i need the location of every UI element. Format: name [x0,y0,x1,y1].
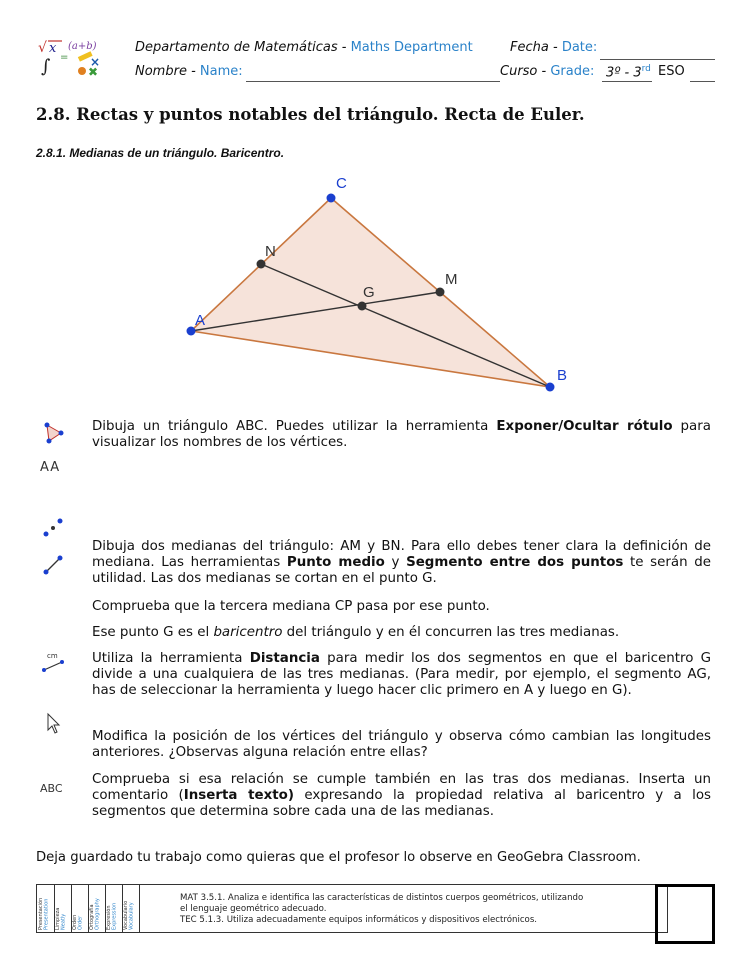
date-field[interactable] [600,59,715,60]
name-field[interactable] [246,81,500,82]
move-cursor-icon [44,712,68,736]
department-label: Departamento de Matemáticas [135,40,338,55]
polygon-tool-icon [42,421,66,445]
vertex-c [327,194,336,203]
distance-tool-icon [40,650,68,674]
department-label-en: Maths Department [350,40,473,55]
point-n [257,260,266,269]
criteria-text: MAT 3.5.1. Analiza e identifica las características de distintos cuerpos geométricos, utilizando el lenguaje geométrico adecuado. TEC 5.1.3. Utiliza adecuadamente equipos informáticos y dispositivos electrónicos. [180,893,584,925]
triangle-figure [170,170,590,395]
label-g: G [363,284,375,301]
criterion-vocabulary: Vocabulario Vocabulary [122,885,140,932]
section-subtitle: 2.8.1. Medianas de un triángulo. Baricentro. [36,146,285,160]
date-label: Fecha [510,40,549,55]
label-c: C [336,175,347,192]
segment-tool-icon [41,553,65,577]
label-b: B [557,367,568,384]
midpoint-tool-icon [41,516,65,540]
grade-field-2[interactable] [690,81,715,82]
name-label-en: Name: [199,64,243,79]
instruction-3: Comprueba que la tercera mediana CP pasa por ese punto. [92,599,490,614]
vertex-b [546,383,555,392]
grade-suffix: ESO [658,64,685,79]
criterion-orthography: Ortografía Orthography [88,885,106,932]
criterion-expression: Expresión Expression [105,885,123,932]
point-g [358,302,367,311]
svg-text:×: × [90,55,101,69]
department-line: Departamento de Matemáticas - Maths Department [135,40,473,55]
course-label-en: Grade: [550,64,595,79]
svg-text:x: x [49,41,57,56]
department-logo [38,38,110,80]
page-title: 2.8. Rectas y puntos notables del triángulo. Recta de Euler. [36,105,585,124]
instruction-2: Dibuja dos medianas del triángulo: AM y BN. Para ello debes tener clara la definición de mediana. Las herramientas Punto medio y Segmento entre dos puntos te serán de utilidad. Las dos medianas se cortan en el punto G. [92,539,711,586]
label-a: A [195,312,206,329]
name-label: Nombre [135,64,187,79]
svg-text:√: √ [38,40,47,56]
criterion-presentation: Presentación Presentation [37,885,55,932]
course-line: Curso - Grade: [500,64,595,79]
label-m: M [445,271,458,288]
grade-field[interactable] [602,81,652,82]
instruction-4: Ese punto G es el baricentro del triángulo y en él concurren las tres medianas. [92,625,620,640]
course-label: Curso [500,64,538,79]
svg-text:∫: ∫ [41,56,51,77]
label-n: N [265,243,276,260]
assessment-table [36,884,668,933]
svg-text:=: = [60,52,69,63]
criterion-order: Orden Order [71,885,89,932]
point-m [436,288,445,297]
svg-text:✖: ✖ [88,65,99,79]
grade-box[interactable] [655,884,715,944]
instruction-7: Comprueba si esa relación se cumple también en las tras dos medianas. Inserta un comentario (Inserta texto) expresando la propiedad relativa al baricentro y a los segmentos que determina sobre cada una de las medianas. [92,772,711,819]
date-label-en: Date: [561,40,598,55]
insert-text-icon: ABC [40,782,63,795]
instruction-5: Utiliza la herramienta Distancia para medir los dos segmentos en que el baricentro G divide a una cualquiera de las tres medianas. (Para medir, por ejemplo, el segmento AG, has de seleccionar la herramienta y luego hacer clic primero en A y luego en G). [92,651,711,698]
svg-text:(a+b): (a+b) [68,41,97,52]
svg-text:cm: cm [47,652,58,660]
name-line: Nombre - Name: [135,64,243,79]
instruction-1: Dibuja un triángulo ABC. Puedes utilizar la herramienta Exponer/Ocultar rótulo para visualizar los nombres de los vértices. [92,419,711,450]
criterion-neatly: Limpieza Neatly [54,885,72,932]
final-note: Deja guardado tu trabajo como quieras que el profesor lo observe en GeoGebra Classroom. [36,850,641,865]
grade-value: 3º - 3rd [606,64,651,81]
instruction-6: Modifica la posición de los vértices del triángulo y observa cómo cambian las longitudes anteriores. ¿Observas alguna relación entre ellas? [92,729,711,760]
show-hide-label-icon: AA [40,460,61,475]
date-line: Fecha - Date: [510,40,598,55]
